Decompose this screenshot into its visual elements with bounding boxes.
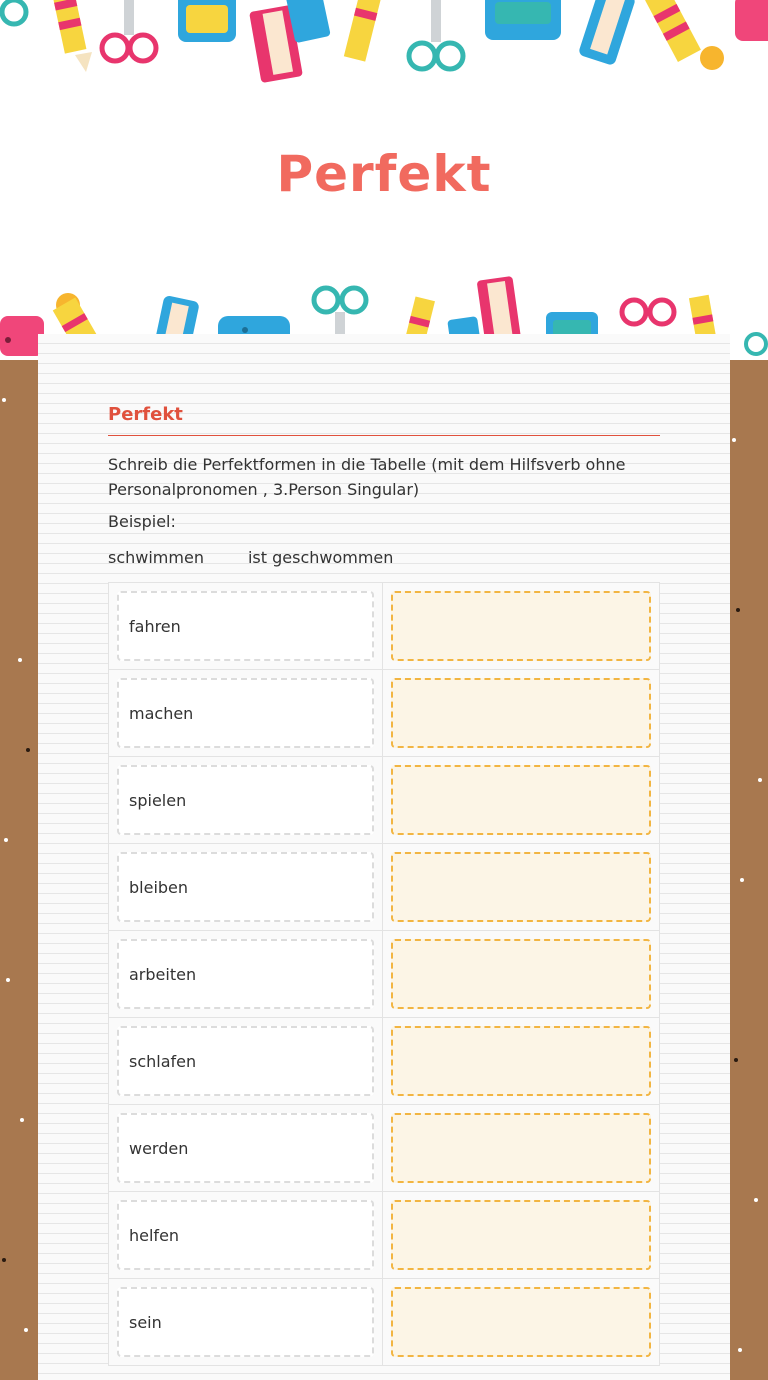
- example-answer: ist geschwommen: [247, 548, 394, 567]
- scissors-icon: [746, 334, 766, 354]
- verb-label: spielen: [117, 765, 374, 835]
- pencil-case-icon: [485, 0, 561, 40]
- answer-input-arbeiten[interactable]: [391, 939, 651, 1009]
- pencil-case-icon: [178, 0, 236, 42]
- worksheet-sheet: [38, 334, 730, 1380]
- answer-input-machen[interactable]: [391, 678, 651, 748]
- answer-cell: [383, 931, 659, 1017]
- table-row: [109, 1018, 659, 1105]
- scissors-icon: [2, 0, 26, 24]
- verb-cell: [109, 1279, 383, 1365]
- header-banner: [0, 0, 768, 360]
- pencil-icon: [344, 0, 382, 62]
- verb-label: werden: [117, 1113, 374, 1183]
- pencil-icon: [645, 0, 724, 70]
- verb-cell: [109, 757, 383, 843]
- answer-input-schlafen[interactable]: [391, 1026, 651, 1096]
- example-verb: schwimmen: [108, 548, 204, 567]
- table-row: [109, 844, 659, 931]
- answer-cell: [383, 670, 659, 756]
- answer-cell: [383, 1279, 659, 1365]
- table-row: [109, 757, 659, 844]
- scissors-icon: [409, 0, 463, 69]
- answer-input-werden[interactable]: [391, 1113, 651, 1183]
- sharpener-icon: [735, 0, 768, 41]
- verb-label: fahren: [117, 591, 374, 661]
- verb-cell: [109, 670, 383, 756]
- table-row: [109, 1105, 659, 1192]
- scissors-icon: [102, 0, 156, 61]
- answer-input-helfen[interactable]: [391, 1200, 651, 1270]
- example-row: [108, 548, 393, 567]
- verb-cell: [109, 1105, 383, 1191]
- answer-cell: [383, 1018, 659, 1104]
- answer-cell: [383, 757, 659, 843]
- verb-cell: [109, 931, 383, 1017]
- verb-label: schlafen: [117, 1026, 374, 1096]
- worksheet-heading: Perfekt: [108, 404, 660, 436]
- answer-cell: [383, 1192, 659, 1278]
- answer-input-fahren[interactable]: [391, 591, 651, 661]
- answer-cell: [383, 844, 659, 930]
- answer-input-bleiben[interactable]: [391, 852, 651, 922]
- answer-input-sein[interactable]: [391, 1287, 651, 1357]
- verb-table: [108, 582, 660, 1366]
- example-label: Beispiel:: [108, 512, 176, 531]
- answer-cell: [383, 583, 659, 669]
- verb-label: arbeiten: [117, 939, 374, 1009]
- scissors-icon: [622, 300, 674, 324]
- table-row: [109, 583, 659, 670]
- verb-label: bleiben: [117, 852, 374, 922]
- pencil-icon: [52, 0, 92, 72]
- table-row: [109, 1279, 659, 1365]
- verb-label: helfen: [117, 1200, 374, 1270]
- verb-cell: [109, 1192, 383, 1278]
- table-row: [109, 670, 659, 757]
- answer-cell: [383, 1105, 659, 1191]
- table-row: [109, 931, 659, 1018]
- instructions-text: Schreib die Perfektformen in die Tabelle (mit dem Hilfsverb ohne Personalpronomen , 3.Person Singular): [108, 455, 626, 499]
- verb-cell: [109, 1018, 383, 1104]
- book-icon: [249, 0, 331, 83]
- page-title: Perfekt: [276, 145, 492, 203]
- verb-label: machen: [117, 678, 374, 748]
- book-icon: [578, 0, 636, 66]
- verb-cell: [109, 583, 383, 669]
- verb-cell: [109, 844, 383, 930]
- verb-label: sein: [117, 1287, 374, 1357]
- answer-input-spielen[interactable]: [391, 765, 651, 835]
- table-row: [109, 1192, 659, 1279]
